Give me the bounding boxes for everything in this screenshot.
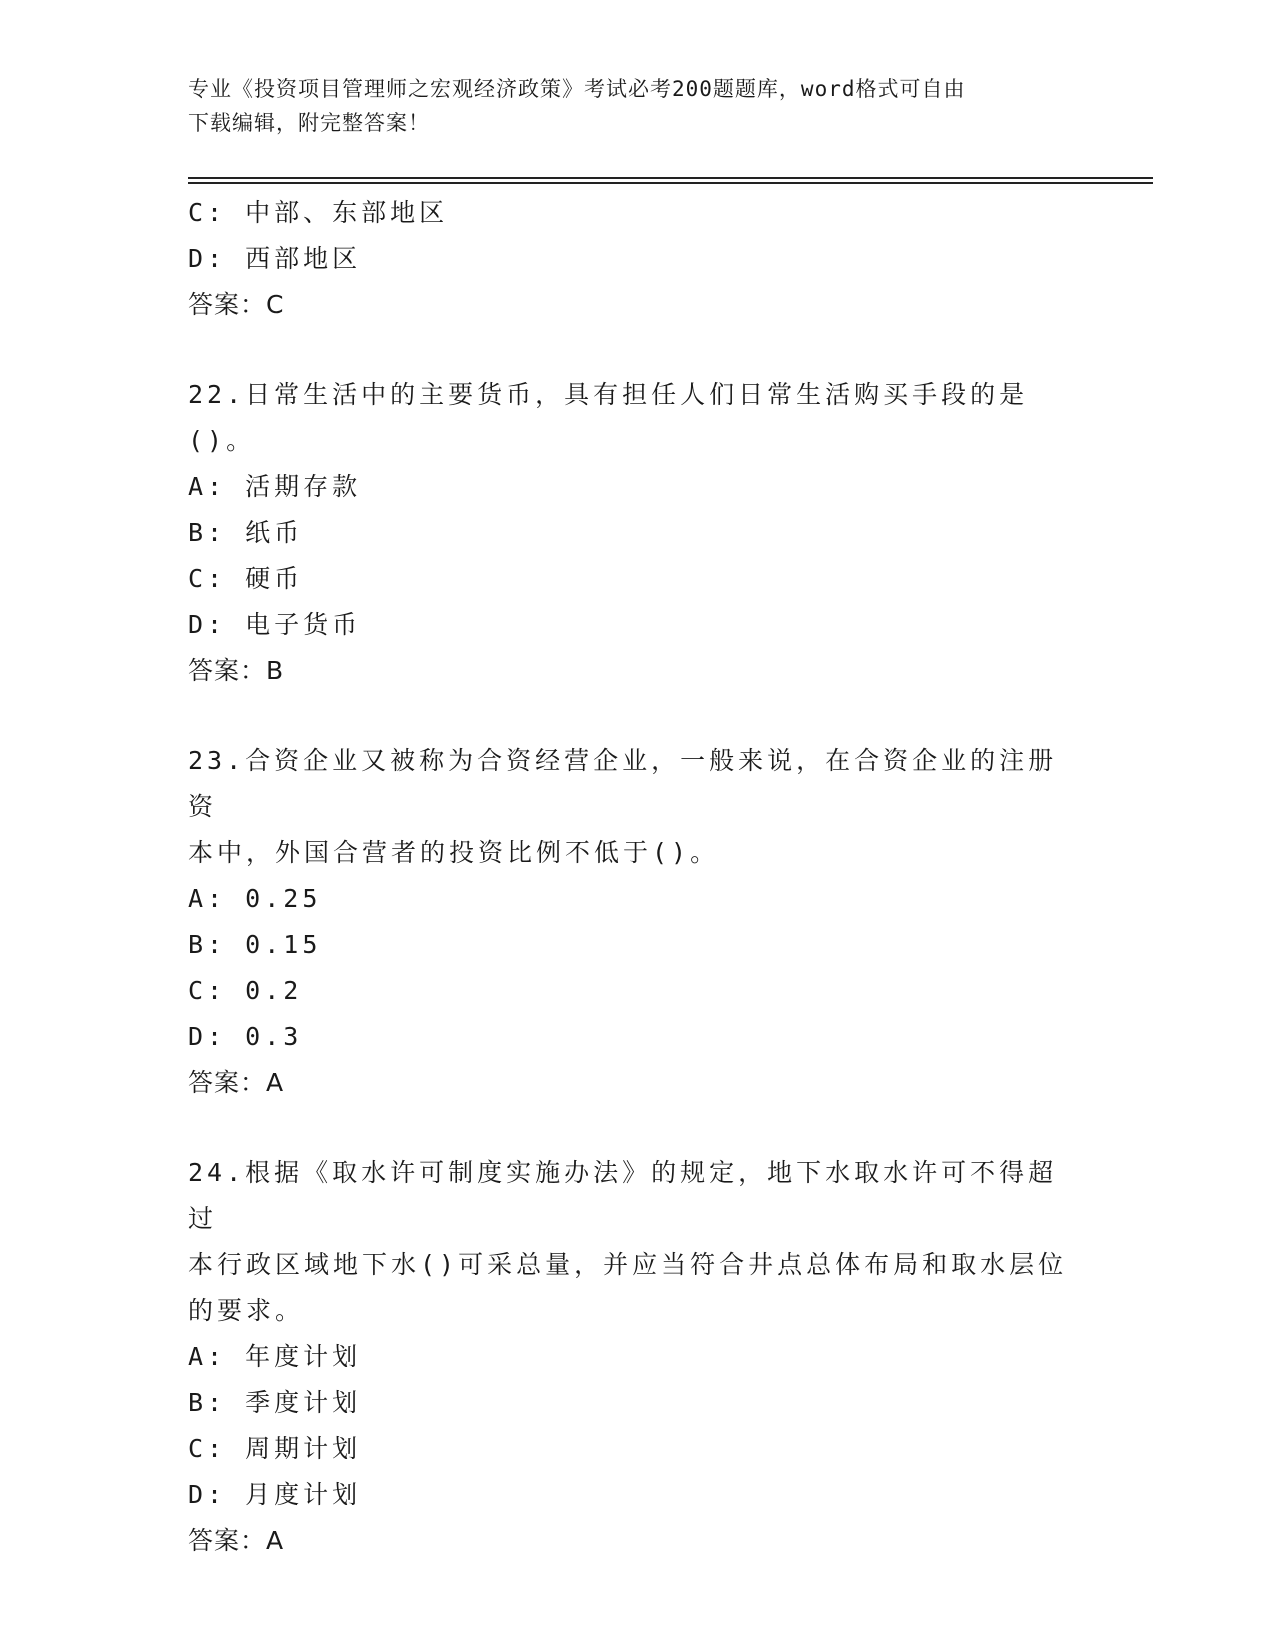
option-label: B:	[188, 518, 227, 547]
option-label: B:	[188, 930, 227, 959]
option-b	[188, 510, 1078, 556]
question-stem-line: 24.根据《取水许可制度实施办法》的规定，地下水取水许可不得超过	[188, 1158, 1058, 1233]
option-text: 硬币	[245, 564, 304, 593]
option-text: 西部地区	[245, 244, 362, 273]
answer-line: 答案：C	[188, 290, 285, 319]
option-d	[188, 1014, 1078, 1060]
header-rule-bottom	[188, 182, 1153, 184]
question-stem-line: 本行政区域地下水()可采总量，并应当符合井点总体布局和取水层位	[188, 1250, 1068, 1279]
previous-question-tail	[188, 190, 1078, 328]
header-line-1: 专业《投资项目管理师之宏观经济政策》考试必考200题题库，word格式可自由	[188, 77, 966, 101]
option-text: 中部、东部地区	[245, 198, 449, 227]
question-stem-line: 本中，外国合营者的投资比例不低于()。	[188, 838, 720, 867]
option-label: C:	[188, 564, 227, 593]
option-label: A:	[188, 1342, 227, 1371]
option-d	[188, 602, 1078, 648]
answer-line: 答案：A	[188, 1526, 285, 1555]
spacer	[188, 328, 1078, 372]
option-text: 周期计划	[245, 1434, 362, 1463]
question-stem-line: 23.合资企业又被称为合资经营企业，一般来说，在合资企业的注册资	[188, 746, 1058, 821]
option-b	[188, 1380, 1078, 1426]
option-label: B:	[188, 1388, 227, 1417]
option-label: D:	[188, 610, 227, 639]
option-label: A:	[188, 884, 227, 913]
option-label: D:	[188, 244, 227, 273]
option-text: 电子货币	[245, 610, 362, 639]
question-23	[188, 738, 1078, 1106]
option-a	[188, 464, 1078, 510]
header-line-2: 下载编辑，附完整答案！	[188, 111, 430, 135]
option-a	[188, 1334, 1078, 1380]
question-stem-line: 的要求。	[188, 1296, 305, 1325]
option-text: 纸币	[245, 518, 304, 547]
option-text: 活期存款	[245, 472, 362, 501]
spacer	[188, 694, 1078, 738]
spacer	[188, 1106, 1078, 1150]
option-label: C:	[188, 198, 227, 227]
option-text: 季度计划	[245, 1388, 362, 1417]
question-stem: 22.日常生活中的主要货币，具有担任人们日常生活购买手段的是()。	[188, 380, 1029, 455]
option-label: C:	[188, 976, 227, 1005]
header-rule-top	[188, 177, 1153, 179]
option-label: D:	[188, 1480, 227, 1509]
option-d	[188, 236, 1078, 282]
question-content	[188, 190, 1078, 1564]
answer-line: 答案：B	[188, 656, 285, 685]
option-text: 月度计划	[245, 1480, 362, 1509]
option-label: C:	[188, 1434, 227, 1463]
option-text: 0.15	[245, 930, 322, 959]
option-text: 0.3	[245, 1022, 303, 1051]
option-b	[188, 922, 1078, 968]
option-label: A:	[188, 472, 227, 501]
option-label: D:	[188, 1022, 227, 1051]
option-text: 0.2	[245, 976, 303, 1005]
question-22	[188, 372, 1078, 694]
option-text: 年度计划	[245, 1342, 362, 1371]
answer-line: 答案：A	[188, 1068, 285, 1097]
option-text: 0.25	[245, 884, 322, 913]
option-d	[188, 1472, 1078, 1518]
option-c	[188, 556, 1078, 602]
option-a	[188, 876, 1078, 922]
question-24	[188, 1150, 1078, 1564]
option-c	[188, 968, 1078, 1014]
option-c	[188, 1426, 1078, 1472]
option-c	[188, 190, 1078, 236]
document-header	[188, 72, 1068, 140]
